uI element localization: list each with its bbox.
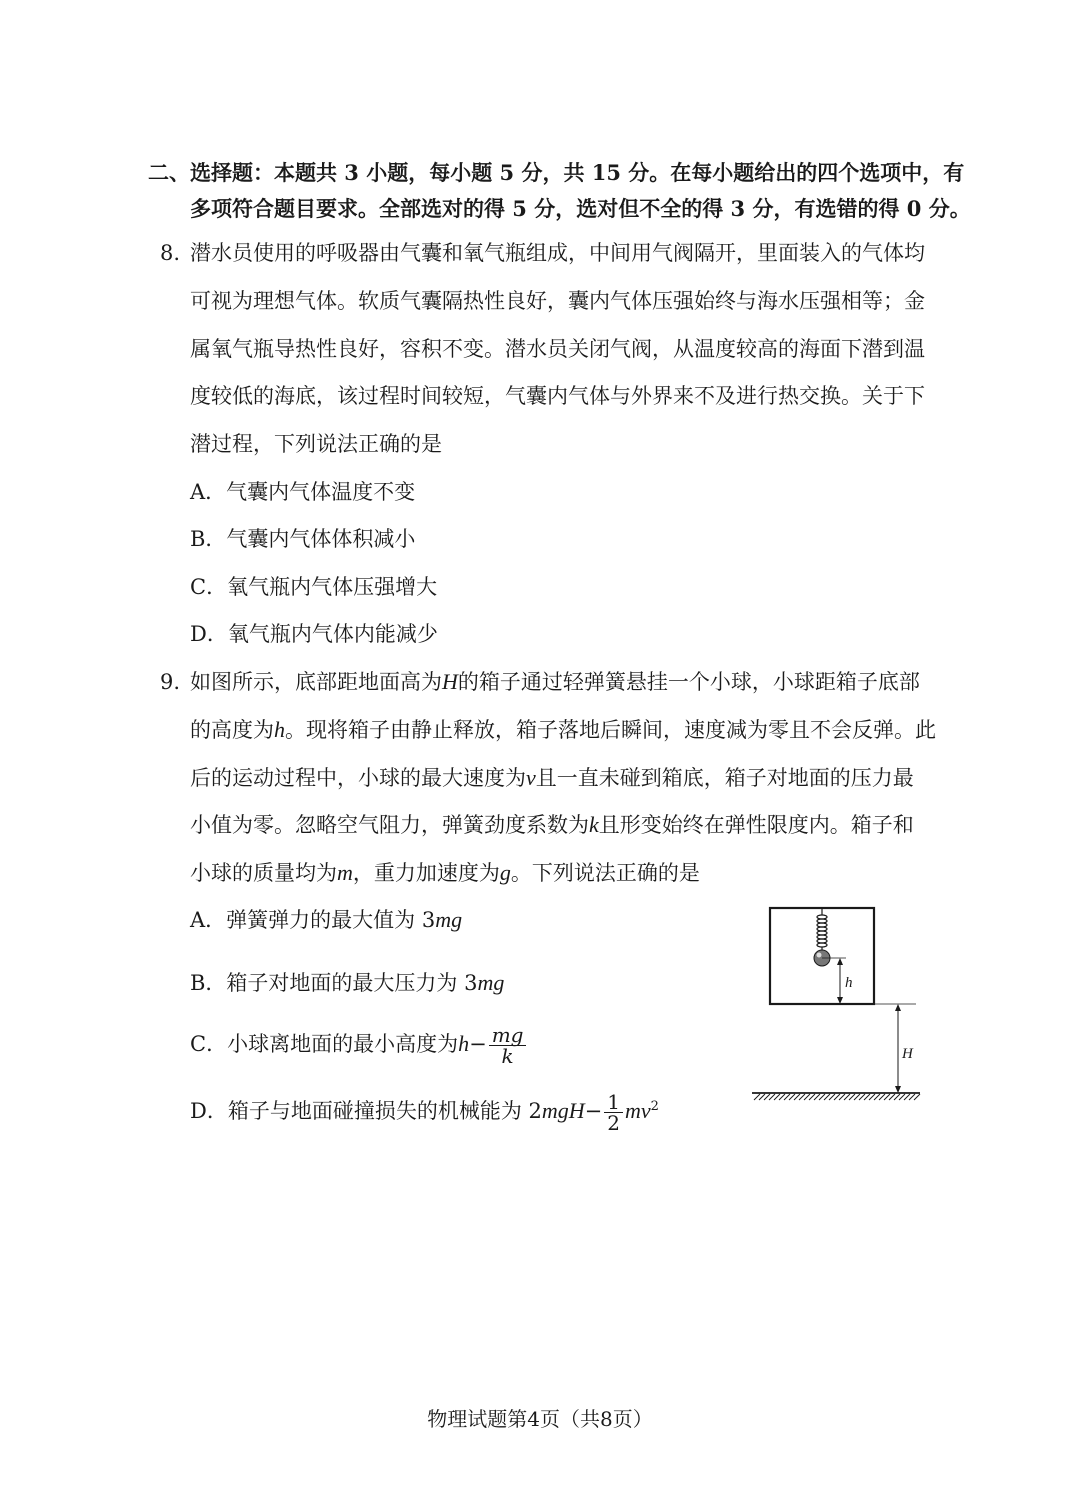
- q9-option-b-var: mg: [477, 970, 505, 995]
- ball-highlight: [817, 953, 822, 958]
- hatch-stroke: [759, 1094, 765, 1100]
- q8-number: 8.: [160, 241, 181, 265]
- q8-line-2: 可视为理想气体。软质气囊隔热性良好，囊内气体压强始终与海水压强相等；金: [190, 289, 925, 313]
- q9-option-c-text: C．小球离地面的最小高度为: [190, 1032, 459, 1056]
- q9-option-d-fraction: [604, 1092, 623, 1133]
- hatch-stroke: [899, 1094, 905, 1100]
- q8-line-4: 度较低的海底，该过程时间较短，气囊内气体与外界来不及进行热交换。关于下: [190, 384, 925, 408]
- q9-option-a: [190, 905, 462, 935]
- q9-option-c-numerator: mg: [489, 1025, 527, 1046]
- q9-option-d-tail: mv: [625, 1098, 651, 1123]
- q8-line-1: 潜水员使用的呼吸器由气囊和氧气瓶组成，中间用气阀隔开，里面装入的气体均: [190, 241, 925, 265]
- var-h: h: [274, 717, 285, 742]
- hatch-stroke: [849, 1094, 855, 1100]
- q9-option-b-text: B．箱子对地面的最大压力为 3: [190, 971, 478, 995]
- q9-number: 9.: [160, 670, 181, 694]
- hatch-stroke: [814, 1094, 820, 1100]
- hatch-stroke: [859, 1094, 865, 1100]
- section-heading-line2: 多项符合题目要求。全部选对的得 5 分，选对但不全的得 3 分，有选错的得 0 分。: [190, 196, 971, 221]
- q9-option-d-denominator: 2: [607, 1111, 620, 1135]
- q9-option-a-var: mg: [435, 907, 463, 932]
- hatch-stroke: [869, 1094, 875, 1100]
- q9-option-c-denominator: k: [501, 1044, 514, 1068]
- hatch-stroke: [909, 1094, 915, 1100]
- q9-option-c-minus: −: [469, 1032, 487, 1056]
- page-footer: 物理试题第4页（共8页）: [427, 1407, 653, 1431]
- q9-l3b: 且一直未碰到箱底，箱子对地面的压力最: [535, 766, 914, 790]
- q9-l1a: 如图所示，底部距地面高为: [190, 670, 442, 694]
- q8-line-5: 潜过程，下列说法正确的是: [190, 432, 442, 456]
- q9-l5a: 小球的质量均为: [190, 861, 337, 885]
- hatch-stroke: [769, 1094, 775, 1100]
- hatch-stroke: [829, 1094, 835, 1100]
- hatch-stroke: [804, 1094, 810, 1100]
- section-heading-line1: 二、选择题：本题共 3 小题，每小题 5 分，共 15 分。在每小题给出的四个选项中，有: [148, 160, 965, 185]
- hatch-stroke: [839, 1094, 845, 1100]
- q9-option-b: [190, 968, 504, 998]
- q9-l2a: 的高度为: [190, 718, 274, 742]
- hatch-stroke: [784, 1094, 790, 1100]
- q9-option-c-fraction: [489, 1025, 527, 1066]
- q9-option-d-var: mgH: [541, 1098, 585, 1123]
- hatch-stroke: [844, 1094, 850, 1100]
- q8-line-3: 属氧气瓶导热性良好，容积不变。潜水员关闭气阀，从温度较高的海面下潜到温: [190, 337, 925, 361]
- q9-line-2: [190, 715, 936, 745]
- hatch-stroke: [809, 1094, 815, 1100]
- q8-option-d: D．氧气瓶内气体内能减少: [190, 622, 438, 646]
- hatch-stroke: [879, 1094, 885, 1100]
- hatch-stroke: [764, 1094, 770, 1100]
- hatch-stroke: [779, 1094, 785, 1100]
- q9-option-c-h: h: [458, 1031, 470, 1056]
- var-m: m: [337, 860, 353, 885]
- var-v: v: [526, 765, 536, 790]
- H-arrow-up: [895, 1004, 901, 1011]
- q9-l4a: 小值为零。忽略空气阻力，弹簧劲度系数为: [190, 813, 589, 837]
- hatch-stroke: [799, 1094, 805, 1100]
- q8-option-b: B．气囊内气体体积减小: [190, 527, 416, 551]
- hatch-stroke: [819, 1094, 825, 1100]
- hatch-stroke: [774, 1094, 780, 1100]
- hatch-stroke: [824, 1094, 830, 1100]
- q9-option-d-numerator: 1: [604, 1092, 623, 1113]
- q9-option-c: [190, 1025, 528, 1066]
- q9-option-d: [190, 1092, 659, 1133]
- h-label: h: [845, 975, 853, 991]
- h-arrow-up: [837, 958, 843, 965]
- q9-l2b: 。现将箱子由静止释放，箱子落地后瞬间，速度减为零且不会反弹。此: [285, 718, 936, 742]
- q9-option-d-minus: −: [584, 1099, 603, 1123]
- var-H: H: [442, 669, 458, 694]
- hatch-stroke: [904, 1094, 910, 1100]
- q9-option-d-exponent: 2: [650, 1099, 659, 1114]
- q9-l5b: ，重力加速度为: [352, 861, 500, 885]
- q9-l3a: 后的运动过程中，小球的最大速度为: [190, 766, 526, 790]
- var-g: g: [499, 860, 511, 885]
- q9-line-1: [190, 667, 920, 697]
- q9-l1b: 的箱子通过轻弹簧悬挂一个小球，小球距箱子底部: [457, 670, 920, 694]
- hatch-stroke: [754, 1094, 760, 1100]
- var-k: k: [589, 812, 599, 837]
- hatch-stroke: [864, 1094, 870, 1100]
- q8-option-c: C．氧气瓶内气体压强增大: [190, 575, 438, 599]
- hatch-stroke: [874, 1094, 880, 1100]
- q8-option-a: A．气囊内气体温度不变: [190, 480, 416, 504]
- hatch-stroke: [884, 1094, 890, 1100]
- hatch-stroke: [914, 1094, 920, 1100]
- q9-line-4: [190, 810, 914, 840]
- q9-line-3: [190, 763, 914, 793]
- q9-option-a-text: A．弹簧弹力的最大值为 3: [190, 908, 436, 932]
- hatch-stroke: [889, 1094, 895, 1100]
- ground-hatching: [754, 1094, 920, 1100]
- hatch-stroke: [854, 1094, 860, 1100]
- q9-line-5: [190, 858, 700, 888]
- q9-l4b: 且形变始终在弹性限度内。箱子和: [598, 813, 914, 837]
- H-label: H: [902, 1046, 913, 1062]
- hatch-stroke: [789, 1094, 795, 1100]
- q9-l5c: 。下列说法正确的是: [510, 861, 700, 885]
- hatch-stroke: [894, 1094, 900, 1100]
- hatch-stroke: [794, 1094, 800, 1100]
- spring-icon: [817, 909, 827, 952]
- H-arrow-down: [895, 1086, 901, 1093]
- box-spring-ball-figure: [748, 900, 928, 1110]
- q9-option-d-text: D．箱子与地面碰撞损失的机械能为 2: [190, 1099, 542, 1123]
- hatch-stroke: [834, 1094, 840, 1100]
